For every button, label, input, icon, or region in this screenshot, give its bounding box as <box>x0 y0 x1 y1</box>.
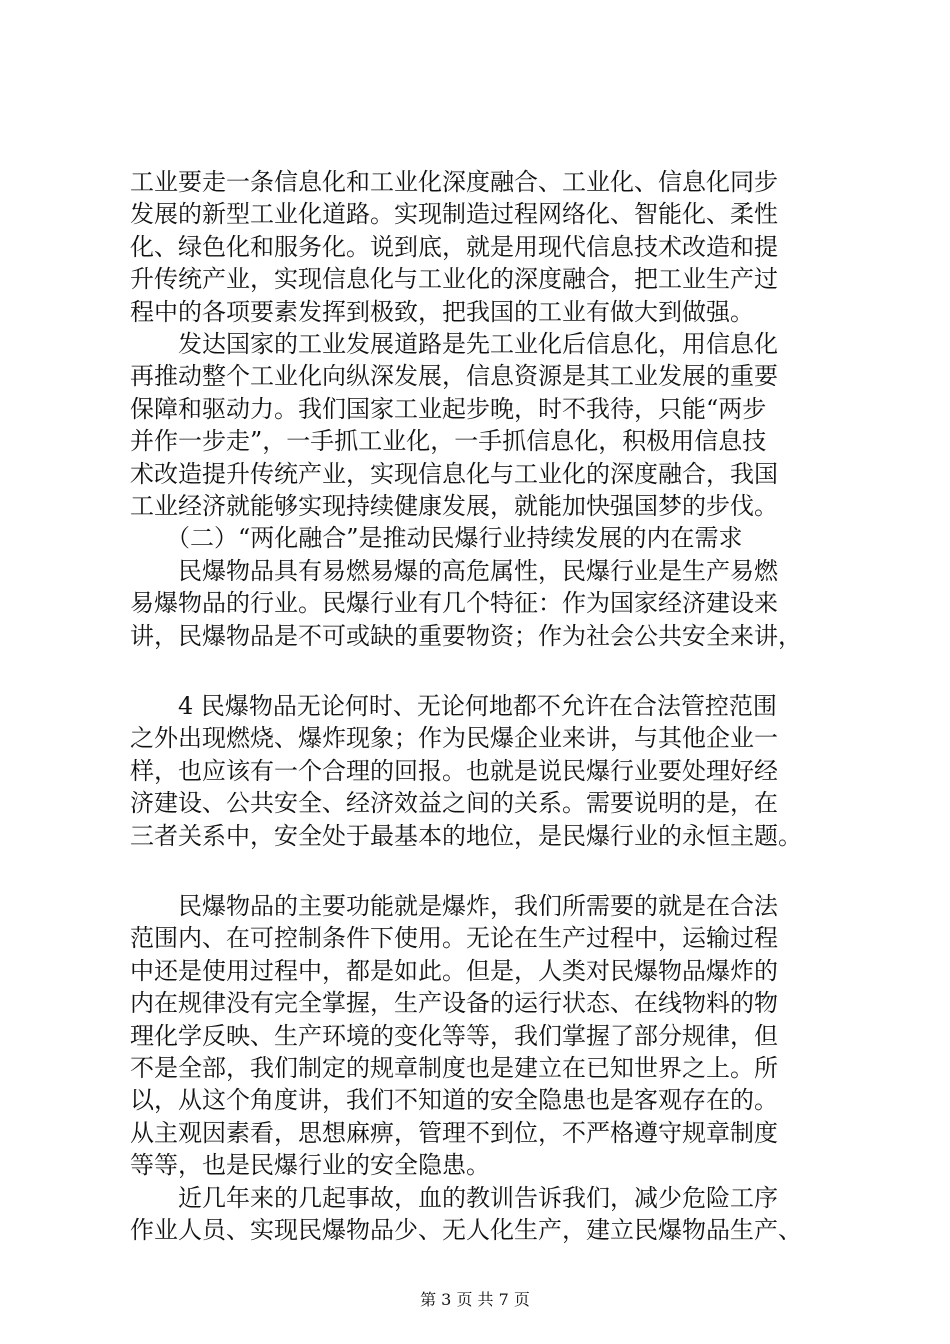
text-line: 易爆物品的行业。民爆行业有几个特征：作为国家经济建设来 <box>130 589 778 617</box>
text-line: 等等，也是民爆行业的安全隐患。 <box>130 1151 490 1179</box>
text-line: 不是全部，我们制定的规章制度也是建立在已知世界之上。所 <box>130 1054 778 1082</box>
text-line: 三者关系中，安全处于最基本的地位，是民爆行业的永恒主题。 <box>130 822 802 850</box>
paragraph-start-line: 民爆物品具有易燃易爆的高危属性，民爆行业是生产易燃 <box>130 557 778 585</box>
text-line: 之外出现燃烧、爆炸现象；作为民爆企业来讲，与其他企业一 <box>130 724 778 752</box>
text-line: 范围内、在可控制条件下使用。无论在生产过程中，运输过程 <box>130 924 778 952</box>
text-line: 程中的各项要素发挥到极致，把我国的工业有做大到做强。 <box>130 298 754 326</box>
text-line: 内在规律没有完全掌握，生产设备的运行状态、在线物料的物 <box>130 989 778 1017</box>
paragraph-start-line: 近几年来的几起事故，血的教训告诉我们，减少危险工序 <box>130 1184 778 1212</box>
text-line: 工业经济就能够实现持续健康发展，就能加快强国梦的步伐。 <box>130 492 778 520</box>
text-line: 并作一步走”，一手抓工业化，一手抓信息化，积极用信息技 <box>130 427 767 455</box>
paragraph-start-line: 4 民爆物品无论何时、无论何地都不允许在合法管控范围 <box>130 692 777 720</box>
text-line: 保障和驱动力。我们国家工业起步晚，时不我待，只能“两步 <box>130 395 767 423</box>
paragraph-start-line: 发达国家的工业发展道路是先工业化后信息化，用信息化 <box>130 330 778 358</box>
text-line: 理化学反映、生产环境的变化等等，我们掌握了部分规律，但 <box>130 1022 778 1050</box>
text-line: 样，也应该有一个合理的回报。也就是说民爆行业要处理好经 <box>130 757 778 785</box>
section-heading: （二）“两化融合”是推动民爆行业持续发展的内在需求 <box>130 524 743 552</box>
text-line: 中还是使用过程中，都是如此。但是，人类对民爆物品爆炸的 <box>130 957 778 985</box>
text-line: 再推动整个工业化向纵深发展，信息资源是其工业发展的重要 <box>130 362 778 390</box>
text-line: 济建设、公共安全、经济效益之间的关系。需要说明的是，在 <box>130 789 778 817</box>
text-line: 术改造提升传统产业，实现信息化与工业化的深度融合，我国 <box>130 460 778 488</box>
text-line: 化、绿色化和服务化。说到底，就是用现代信息技术改造和提 <box>130 233 778 261</box>
text-line: 从主观因素看，思想麻痹，管理不到位，不严格遵守规章制度 <box>130 1119 778 1147</box>
page-number-footer: 第 3 页 共 7 页 <box>420 1290 530 1309</box>
text-line: 讲，民爆物品是不可或缺的重要物资；作为社会公共安全来讲， <box>130 622 802 650</box>
text-line: 升传统产业，实现信息化与工业化的深度融合，把工业生产过 <box>130 265 778 293</box>
text-line: 作业人员、实现民爆物品少、无人化生产，建立民爆物品生产、 <box>130 1216 802 1244</box>
text-line: 工业要走一条信息化和工业化深度融合、工业化、信息化同步 <box>130 168 778 196</box>
text-line: 发展的新型工业化道路。实现制造过程网络化、智能化、柔性 <box>130 200 778 228</box>
paragraph-start-line: 民爆物品的主要功能就是爆炸，我们所需要的就是在合法 <box>130 892 778 920</box>
text-line: 以，从这个角度讲，我们不知道的安全隐患也是客观存在的。 <box>130 1086 778 1114</box>
